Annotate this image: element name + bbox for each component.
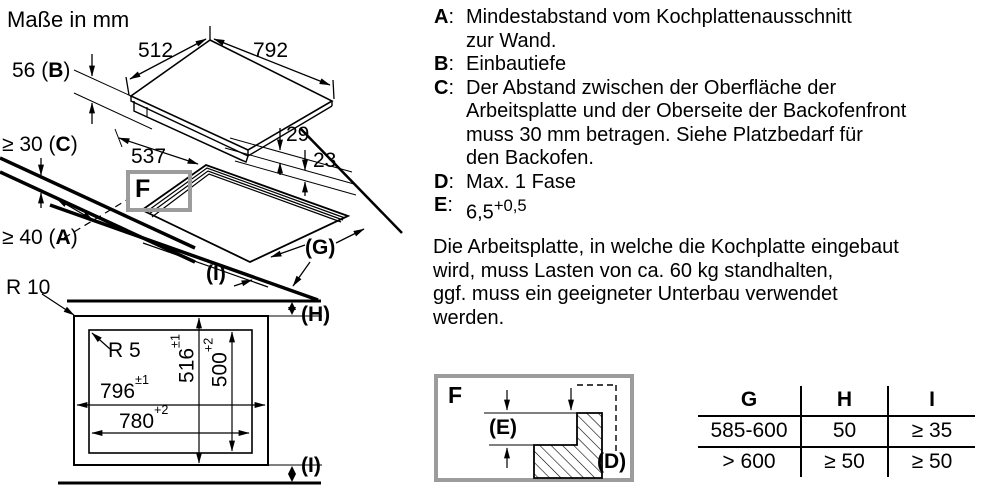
dim-792: 792 [253, 39, 289, 62]
legend-letter-c: C [434, 76, 449, 99]
legend-text [466, 194, 527, 225]
dim-500 [201, 318, 233, 408]
legend-sep: : [448, 6, 455, 28]
legend-e-base: 6,5 [466, 201, 494, 224]
note-line: werden. [433, 306, 505, 329]
legend-line: Einbautiefe [466, 53, 567, 75]
dim-516-sup: ±1 [168, 334, 183, 348]
legend-text [466, 6, 852, 53]
legend-text [466, 171, 576, 195]
legend-letter [434, 77, 466, 171]
legend-item-e [434, 194, 979, 225]
table-cell: > 600 [722, 450, 776, 473]
legend-line: muss 30 mm betragen. Siehe Platzbedarf für [466, 123, 863, 146]
dim-30-letter: C [55, 133, 71, 156]
dim-780 [119, 402, 169, 433]
legend-e-sup: +0,5 [493, 196, 527, 215]
dim-796-sup: ±1 [135, 372, 149, 387]
legend-item-a [434, 6, 979, 53]
label-i-plan: (I) [301, 454, 321, 477]
legend-line: zur Wand. [466, 29, 557, 52]
table-cell: 585-600 [710, 419, 788, 442]
dim-537: 537 [131, 145, 167, 168]
dim-500-sup: +2 [201, 337, 216, 353]
dim-40-pre: ≥ 40 ( [2, 226, 56, 249]
label-f-detail: F [448, 382, 463, 408]
note-line: Die Arbeitsplatte, in welche die Kochplatte eingebaut [433, 236, 899, 258]
legend-sep: : [448, 53, 455, 75]
legend-line: Arbeitsplatte und der Oberseite der Backofenfront [466, 100, 907, 122]
dim-780-base: 780 [119, 410, 155, 433]
label-r10: R 10 [6, 276, 51, 299]
label-g: (G) [305, 236, 336, 259]
dim-500-base: 500 [208, 352, 232, 388]
legend-line: Der Abstand zwischen der Oberfläche der [466, 76, 837, 99]
table-header-g: G [740, 388, 758, 411]
label-r5: R 5 [108, 339, 141, 362]
dim-512: 512 [138, 39, 174, 62]
legend-letter [434, 194, 466, 225]
legend-item-d [434, 171, 979, 195]
legend-sep: : [448, 76, 455, 99]
dim-516-base: 516 [175, 347, 199, 383]
legend-letter-b: B [434, 53, 449, 75]
note-line: wird, muss Lasten von ca. 60 kg standhalten, [433, 259, 834, 282]
ghi-table [698, 386, 975, 477]
legend-line: Mindestabstand vom Kochplattenausschnitt [466, 6, 852, 28]
table-cell: 50 [800, 417, 887, 446]
legend-letter [434, 6, 466, 53]
note-line: ggf. muss ein geeigneter Unterbau verwendet [433, 283, 838, 305]
table-header-h: H [800, 386, 887, 415]
legend-sep: : [447, 194, 453, 216]
table-row [698, 417, 975, 448]
table-cell: ≥ 50 [887, 448, 975, 477]
dim-40-letter: A [55, 226, 71, 249]
label-i-iso: (I) [206, 262, 226, 285]
dim-56-pre: 56 ( [12, 59, 49, 82]
label-d-detail: (D) [597, 450, 627, 473]
legend-letter-d: D [434, 170, 449, 193]
table-header-i: I [887, 386, 975, 415]
dim-516 [168, 314, 200, 404]
dim-56-letter: B [48, 59, 64, 82]
dim-780-sup: +2 [154, 402, 169, 417]
legend-letter-e: E [434, 194, 448, 216]
dim-23: 23 [313, 149, 337, 172]
label-h: (H) [301, 303, 331, 326]
dim-30-c [2, 134, 78, 156]
dim-56-b [12, 60, 70, 82]
table-cell: ≥ 35 [887, 417, 975, 446]
dim-796 [100, 372, 149, 403]
legend-item-c [434, 77, 979, 171]
label-e-detail: (E) [489, 416, 517, 439]
legend-line: den Backofen. [466, 147, 594, 169]
worktop-note [433, 236, 993, 330]
legend-letter [434, 171, 466, 195]
dim-40-post: ) [70, 226, 78, 249]
legend-item-b [434, 53, 979, 77]
dim-40-a [2, 227, 78, 249]
dim-56-post: ) [63, 59, 71, 82]
label-f-iso: F [135, 175, 151, 203]
legend-text [466, 53, 566, 77]
table-cell: ≥ 50 [800, 448, 887, 477]
legend-line: Max. 1 Fase [466, 170, 577, 193]
table-header-row [698, 386, 975, 417]
legend-letter [434, 53, 466, 77]
legend-letter-a: A [434, 6, 449, 28]
legend [434, 6, 979, 225]
dim-29: 29 [286, 123, 310, 146]
dim-30-post: ) [70, 133, 78, 156]
legend-value-e [466, 194, 527, 225]
legend-text [466, 77, 906, 171]
drawing-title: Maße in mm [7, 7, 130, 32]
legend-sep: : [448, 170, 455, 193]
table-row [698, 448, 975, 477]
dim-30-pre: ≥ 30 ( [2, 133, 56, 156]
dim-796-base: 796 [100, 380, 136, 403]
